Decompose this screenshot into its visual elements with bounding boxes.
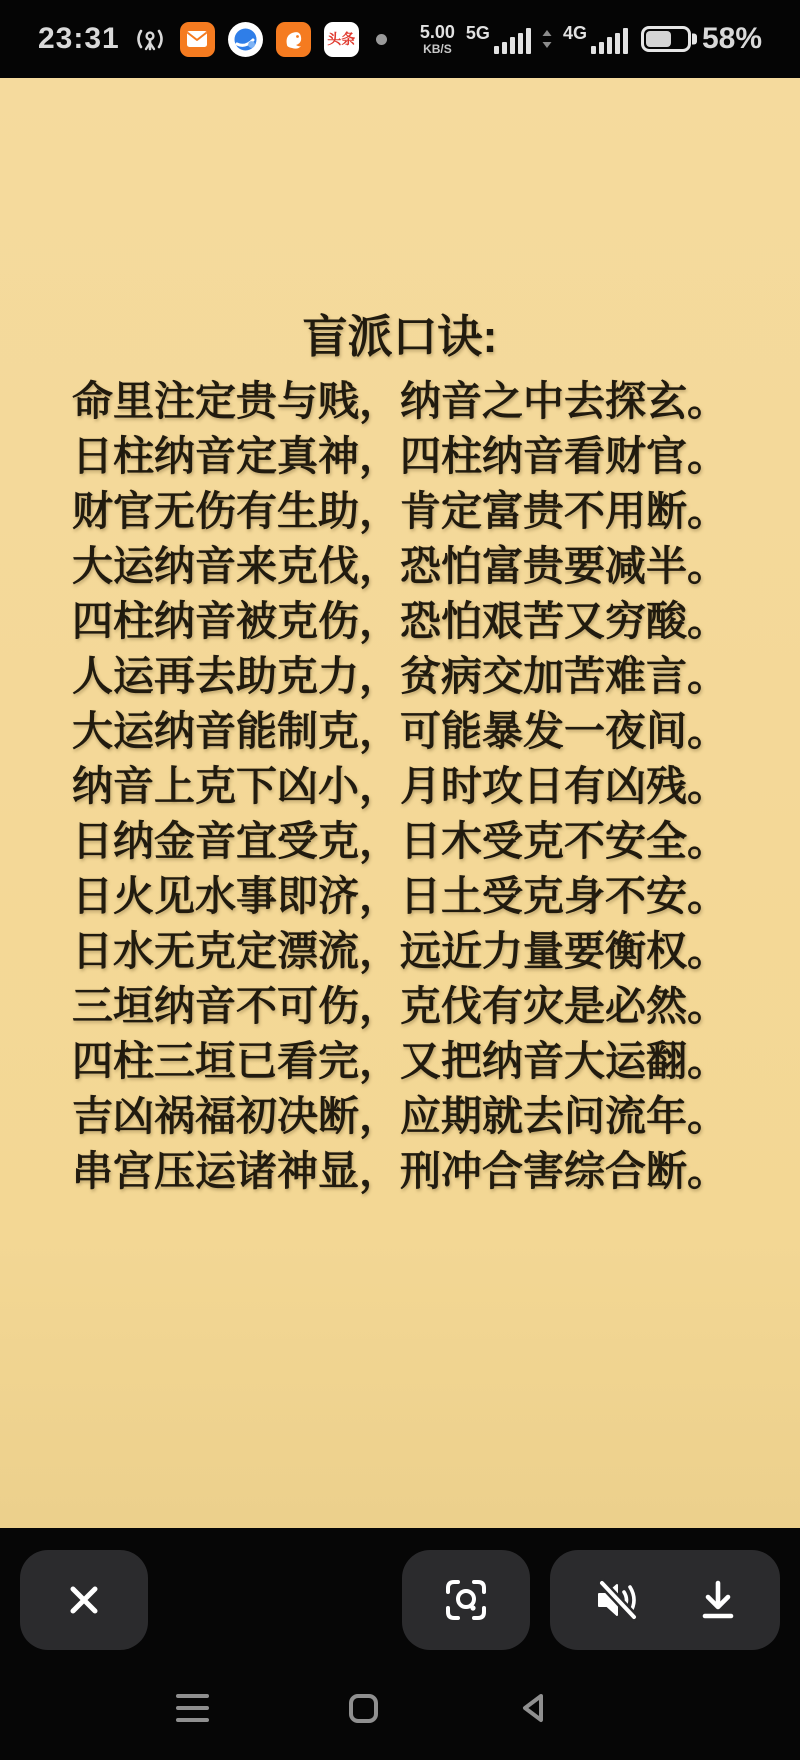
network-speed	[420, 23, 455, 55]
battery-percent: 58%	[701, 22, 762, 55]
visual-search-icon	[443, 1577, 489, 1623]
poem-line: 命里注定贵与贱，纳音之中去探玄。	[72, 378, 728, 424]
network-speed-unit: KB/S	[423, 42, 452, 56]
recents-menu-icon[interactable]	[176, 1694, 209, 1722]
clock: 23:31	[38, 22, 120, 55]
poem-line: 日火见水事即济，日土受克身不安。	[72, 873, 728, 919]
signal-bars-icon	[494, 28, 531, 54]
poem-line: 大运纳音能制克，可能暴发一夜间。	[72, 708, 728, 754]
home-icon[interactable]	[349, 1694, 378, 1723]
poem-line: 四柱三垣已看完，又把纳音大运翻。	[72, 1038, 728, 1084]
system-navbar	[0, 1686, 762, 1730]
poem-line: 人运再去助克力，贫病交加苦难言。	[72, 653, 728, 699]
poem-line: 日纳金音宜受克，日木受克不安全。	[72, 818, 728, 864]
poem-line: 日柱纳音定真神，四柱纳音看财官。	[72, 433, 728, 479]
uc-browser-app-icon	[276, 22, 311, 57]
close-icon	[64, 1580, 104, 1620]
mail-app-icon	[180, 22, 215, 57]
poem-line: 日水无克定漂流，远近力量要衡权。	[72, 928, 728, 974]
poem-line: 三垣纳音不可伤，克伐有灾是必然。	[72, 983, 728, 1029]
poem-line: 纳音上克下凶小，月时攻日有凶残。	[72, 763, 728, 809]
back-icon[interactable]	[518, 1691, 548, 1725]
mute-download-button-group	[550, 1550, 780, 1650]
visual-search-button[interactable]	[402, 1550, 530, 1650]
poem-title: 盲派口诀:	[302, 311, 498, 362]
battery-icon	[641, 26, 691, 52]
image-viewer-content	[0, 78, 800, 1528]
poem-line: 串宫压运诸神显，刑冲合害综合断。	[72, 1148, 728, 1194]
mute-button[interactable]	[592, 1578, 642, 1622]
download-button[interactable]	[697, 1578, 739, 1622]
bottom-toolbar	[0, 1528, 800, 1760]
sim2-signal	[563, 24, 628, 54]
sim1-signal	[466, 24, 531, 54]
sim1-network-type: 5G	[465, 23, 490, 43]
quark-app-icon	[228, 22, 263, 57]
sim2-network-type: 4G	[562, 23, 587, 43]
network-speed-value: 5.00	[419, 22, 455, 42]
data-updown-arrows-icon	[540, 27, 554, 51]
close-button[interactable]	[20, 1550, 148, 1650]
hotspot-icon	[133, 22, 167, 56]
poem-body	[0, 374, 800, 1199]
toutiao-icon-text: 头条	[327, 31, 356, 47]
poem-line: 财官无伤有生助，肯定富贵不用断。	[72, 488, 728, 534]
signal-bars-icon	[591, 28, 628, 54]
poem-line: 大运纳音来克伐，恐怕富贵要减半。	[72, 543, 728, 589]
poem-line: 四柱纳音被克伤，恐怕艰苦又穷酸。	[72, 598, 728, 644]
toutiao-app-icon	[324, 22, 359, 57]
poem-line: 吉凶祸福初决断，应期就去问流年。	[72, 1093, 728, 1139]
notification-dot	[376, 34, 387, 45]
status-bar	[0, 0, 800, 78]
